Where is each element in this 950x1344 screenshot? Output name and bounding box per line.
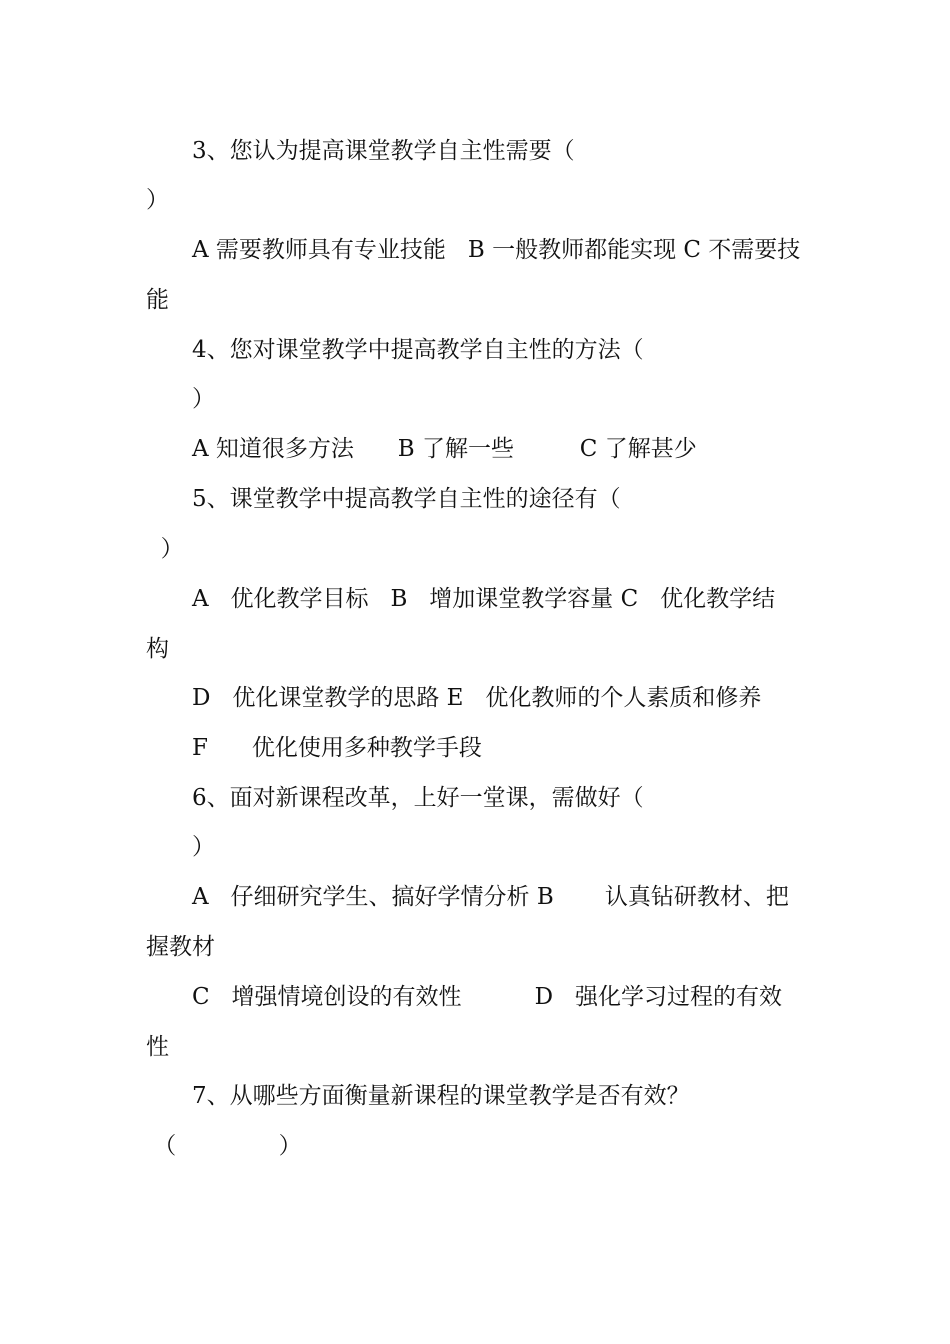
question-4-bracket: ） [192,386,215,412]
question-6-options-cd: C 增强情境创设的有效性 D 强化学习过程的有效 [192,984,783,1010]
question-3-text: 3、您认为提高课堂教学自主性需要（ [192,138,575,164]
question-6-text: 6、面对新课程改革，上好一堂课，需做好（ [192,785,644,811]
question-6-bracket: ） [192,834,215,860]
question-5-options-de: D 优化课堂教学的思路 E 优化教师的个人素质和修养 [192,685,762,711]
question-5-text: 5、课堂教学中提高教学自主性的途径有（ [192,486,621,512]
question-5-options-abc-cont: 构 [146,636,169,662]
question-4-options: A 知道很多方法 B 了解一些 C 了解甚少 [192,436,697,462]
question-5-options-abc: A 优化教学目标 B 增加课堂教学容量 C 优化教学结 [192,586,776,612]
question-5-option-f: F 优化使用多种教学手段 [192,735,482,761]
question-3-bracket: ） [146,187,169,213]
question-7-text: 7、从哪些方面衡量新课程的课堂教学是否有效？ [192,1083,690,1109]
question-5-bracket: ） [146,536,184,562]
question-6-options-cd-cont: 性 [146,1034,169,1060]
question-6-options-ab-cont: 握教材 [146,934,215,960]
question-4-text: 4、您对课堂教学中提高教学自主性的方法（ [192,337,644,363]
question-7-bracket: （ ） [146,1133,302,1159]
question-3-options-cont: 能 [146,287,169,313]
question-3-options: A 需要教师具有专业技能 B 一般教师都能实现 C 不需要技 [192,237,801,263]
question-6-options-ab: A 仔细研究学生、搞好学情分析 B 认真钻研教材、把 [192,884,789,910]
